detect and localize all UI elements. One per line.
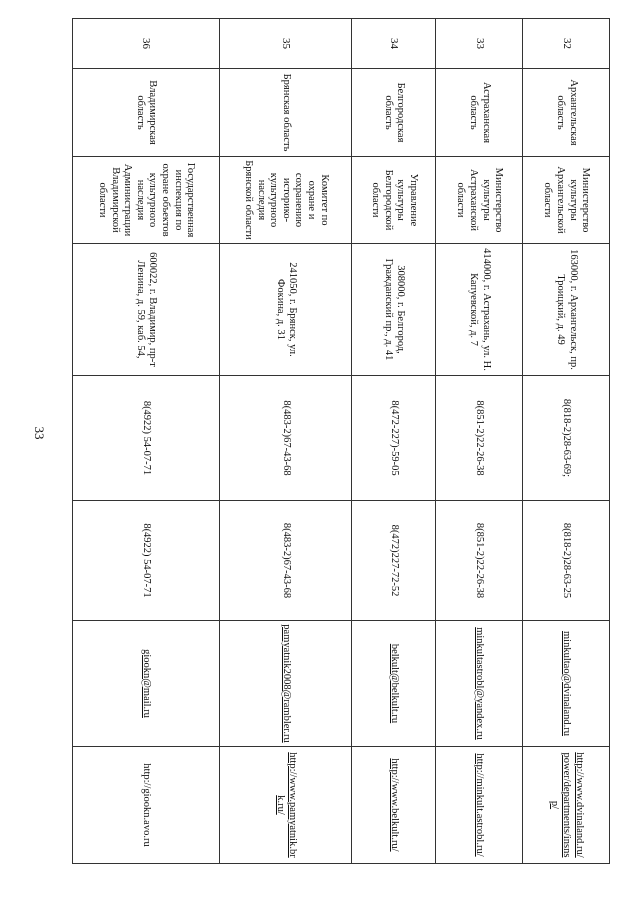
website-link[interactable]: http://www.belkult.ru/: [352, 747, 436, 864]
address-cell: 163000, г. Архангельск, пр. Троицкий, д. 49: [523, 244, 610, 376]
phone-cell: 8(4922) 54-07-71: [73, 376, 220, 501]
email-link[interactable]: belkult@belkult.ru: [352, 621, 436, 747]
region-cell: Белгородская область: [352, 69, 436, 157]
phone-cell: 8(818-2)28-63-69;: [523, 376, 610, 501]
address-cell: 308000, г. Белгород, Гражданский пр., д. 41: [352, 244, 436, 376]
table-row: [523, 19, 610, 864]
phone-cell: 8(851-2)22-26-38: [436, 376, 523, 501]
website-link[interactable]: http://www.dvinaland.ru/power/departments/insnsp/: [523, 747, 610, 864]
email-link[interactable]: minkultastrobl@yandex.ru: [436, 621, 523, 747]
region-cell: Владимирская область: [73, 69, 220, 157]
organization-cell: Комитет по охране и сохранению историко-культурного наследия Брянской области: [219, 157, 352, 244]
row-number: 32: [523, 19, 610, 69]
website-text[interactable]: http://giookn.avo.ru: [73, 747, 220, 864]
email-link[interactable]: giookn@mail.ru: [73, 621, 220, 747]
table-row: [73, 19, 220, 864]
region-cell: Архангельская область: [523, 69, 610, 157]
table-row: [352, 19, 436, 864]
website-link[interactable]: http://minkult.astrobl.ru/: [436, 747, 523, 864]
website-link[interactable]: http://www.pamyatnik.brk.ru/: [219, 747, 352, 864]
table-row: [436, 19, 523, 864]
fax-cell: 8(851-2)22-26-38: [436, 501, 523, 621]
email-link[interactable]: pamyatnik2008@rambler.ru: [219, 621, 352, 747]
address-cell: 600022, г. Владимир, пр-т Ленина, д. 59, каб. 54,: [73, 244, 220, 376]
table-row: [219, 19, 352, 864]
organization-cell: Управление культуры Белгородской области: [352, 157, 436, 244]
row-number: 33: [436, 19, 523, 69]
email-link[interactable]: minkultao@dvinaland.ru: [523, 621, 610, 747]
region-cell: Астраханская область: [436, 69, 523, 157]
row-number: 34: [352, 19, 436, 69]
table-container: [72, 18, 610, 863]
organization-cell: Государственная инспекция по охране объектов культурного наследия Администрации Владимирской области: [73, 157, 220, 244]
fax-cell: 8(472)227-72-52: [352, 501, 436, 621]
phone-cell: 8(472-227)-59-05: [352, 376, 436, 501]
page-number: 33: [32, 426, 47, 440]
fax-cell: 8(818-2)28-63-25: [523, 501, 610, 621]
organizations-table: [72, 18, 610, 864]
phone-cell: 8(483-2)67-43-68: [219, 376, 352, 501]
row-number: 36: [73, 19, 220, 69]
fax-cell: 8(483-2)67-43-68: [219, 501, 352, 621]
address-cell: 414000, г. Астрахань, ул. Н. Капуевской, д. 7: [436, 244, 523, 376]
organization-cell: Министерство культуры Архангельской области: [523, 157, 610, 244]
organization-cell: Министерство культуры Астраханской области: [436, 157, 523, 244]
address-cell: 241050, г. Брянск, ул. Фокина, д. 31: [219, 244, 352, 376]
row-number: 35: [219, 19, 352, 69]
region-cell: Брянская область: [219, 69, 352, 157]
fax-cell: 8(4922) 54-07-71: [73, 501, 220, 621]
